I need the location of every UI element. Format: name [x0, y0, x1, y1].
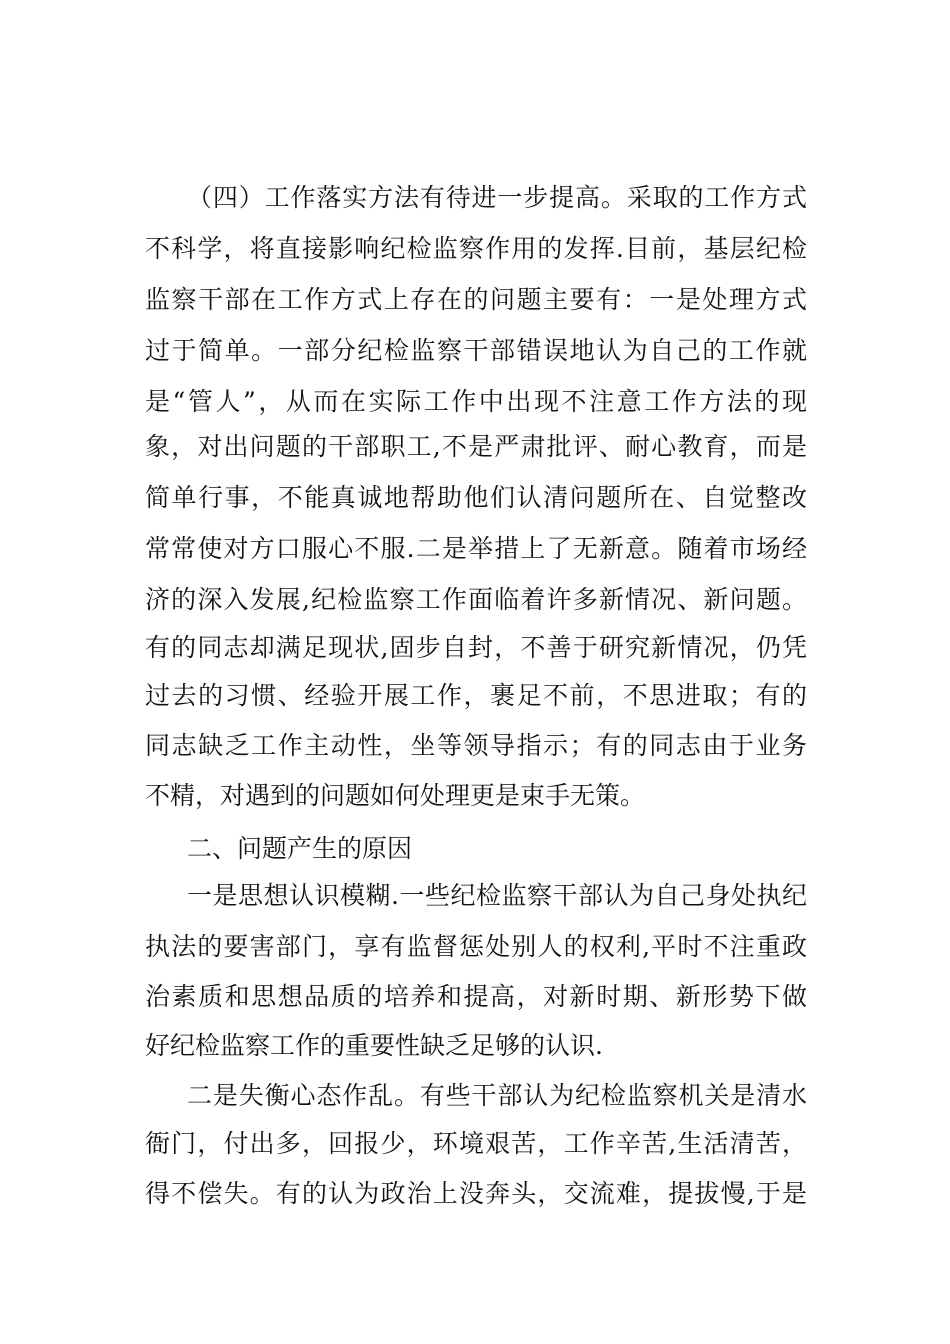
text-line: （四）工作落实方法有待进一步提高。采取的工作方式 [187, 183, 807, 212]
text-line: 简单行事，不能真诚地帮助他们认清问题所在、自觉整改 [145, 483, 807, 512]
text-line: 一是思想认识模糊.一些纪检监察干部认为自己身处执纪 [187, 881, 807, 910]
text-line: 有的同志却满足现状,固步自封，不善于研究新情况，仍凭 [145, 633, 807, 662]
text-line: 是“管人”，从而在实际工作中出现不注意工作方法的现 [145, 387, 807, 416]
text-line: 象，对出问题的干部职工,不是严肃批评、耐心教育，而是 [145, 432, 807, 461]
text-line: 好纪检监察工作的重要性缺乏足够的认识. [145, 1031, 603, 1060]
text-line: 执法的要害部门，享有监督惩处别人的权利,平时不注重政 [145, 932, 807, 961]
text-line: 济的深入发展,纪检监察工作面临着许多新情况、新问题。 [145, 585, 807, 614]
text-line: 得不偿失。有的认为政治上没奔头，交流难，提拔慢,于是 [145, 1179, 807, 1208]
text-line: 监察干部在工作方式上存在的问题主要有：一是处理方式 [145, 285, 807, 314]
text-line: 常常使对方口服心不服.二是举措上了无新意。随着市场经 [145, 534, 807, 563]
text-line: 不精，对遇到的问题如何处理更是束手无策。 [145, 781, 646, 810]
text-line: 衙门，付出多，回报少，环境艰苦，工作辛苦,生活清苦， [145, 1129, 807, 1158]
section-heading: 二、问题产生的原因 [187, 834, 413, 863]
text-line: 治素质和思想品质的培养和提高，对新时期、新形势下做 [145, 982, 807, 1011]
text-line: 过去的习惯、经验开展工作，裹足不前，不思进取；有的 [145, 681, 807, 710]
text-line: 过于简单。一部分纪检监察干部错误地认为自己的工作就 [145, 336, 807, 365]
text-line: 不科学，将直接影响纪检监察作用的发挥.目前，基层纪检 [145, 234, 807, 263]
text-line: 同志缺乏工作主动性，坐等领导指示；有的同志由于业务 [145, 731, 807, 760]
text-line: 二是失衡心态作乱。有些干部认为纪检监察机关是清水 [187, 1081, 807, 1110]
